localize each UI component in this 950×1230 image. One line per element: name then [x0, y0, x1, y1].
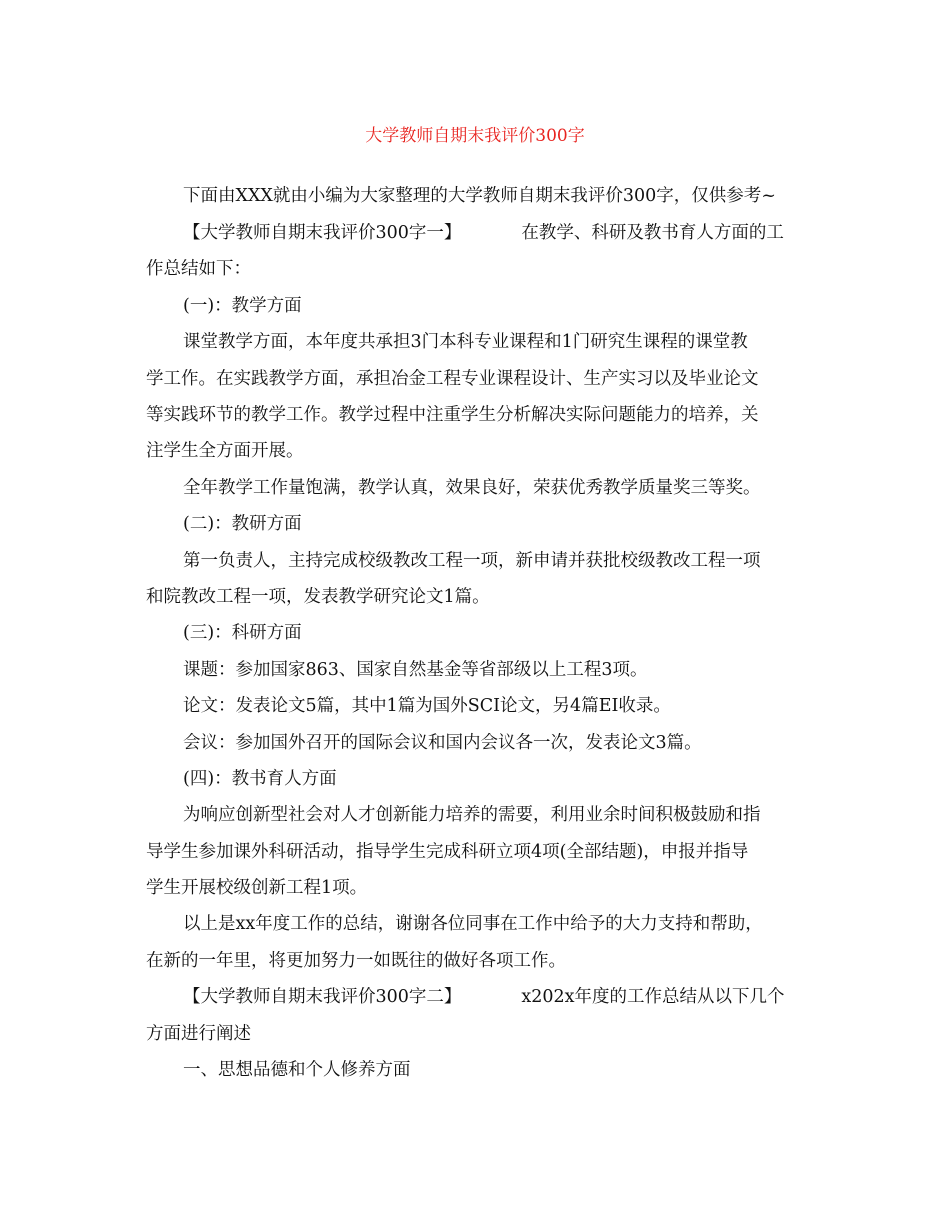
paragraph-line: 论文：发表论文5篇，其中1篇为国外SCI论文，另4篇EI收录。 — [183, 696, 671, 716]
section-heading: 【大学教师自期末我评价300字一】 — [183, 223, 462, 243]
paragraph-text: 在教学、科研及教书育人方面的工 — [521, 223, 784, 243]
paragraph-line: 下面由XXX就由小编为大家整理的大学教师自期末我评价300字，仅供参考~ — [183, 186, 776, 206]
paragraph-line: 课题：参加国家863、国家自然基金等省部级以上工程3项。 — [183, 660, 648, 680]
paragraph-line: 导学生参加课外科研活动，指导学生完成科研立项4项(全部结题)，申报并指导 — [146, 842, 749, 862]
paragraph-line: 以上是xx年度工作的总结，谢谢各位同事在工作中给予的大力支持和帮助， — [183, 914, 763, 934]
paragraph-line: 作总结如下： — [146, 259, 251, 279]
paragraph-line: 全年教学工作量饱满，教学认真，效果良好，荣获优秀教学质量奖三等奖。 — [183, 478, 761, 498]
section-heading-line — [183, 985, 785, 1009]
paragraph-line: 学工作。在实践教学方面，承担冶金工程专业课程设计、生产实习以及毕业论文 — [146, 369, 759, 389]
subheading-teaching: (一)：教学方面 — [183, 296, 302, 316]
paragraph-line: 会议：参加国外召开的国际会议和国内会议各一次，发表论文3篇。 — [183, 733, 702, 753]
paragraph-text: x202x年度的工作总结从以下几个 — [521, 987, 785, 1007]
subheading-teaching-research: (二)：教研方面 — [183, 514, 302, 534]
subheading-morality: 一、思想品德和个人修养方面 — [183, 1060, 411, 1080]
paragraph-line: 和院教改工程一项，发表教学研究论文1篇。 — [146, 587, 490, 607]
paragraph-line: 为响应创新型社会对人才创新能力培养的需要，利用业余时间积极鼓励和指 — [183, 805, 761, 825]
section-heading-line — [183, 221, 784, 245]
paragraph-line: 等实践环节的教学工作。教学过程中注重学生分析解决实际问题能力的培养，关 — [146, 405, 759, 425]
paragraph-line: 课堂教学方面，本年度共承担3门本科专业课程和1门研究生课程的课堂教 — [183, 332, 748, 352]
paragraph-line: 在新的一年里，将更加努力一如既往的做好各项工作。 — [146, 951, 566, 971]
paragraph-line: 注学生全方面开展。 — [146, 441, 304, 461]
document-title: 大学教师自期末我评价300字 — [365, 126, 585, 146]
section-heading: 【大学教师自期末我评价300字二】 — [183, 987, 462, 1007]
subheading-research: (三)：科研方面 — [183, 623, 302, 643]
paragraph-line: 第一负责人，主持完成校级教改工程一项，新申请并获批校级教改工程一项 — [183, 551, 761, 571]
paragraph-line: 学生开展校级创新工程1项。 — [146, 878, 368, 898]
subheading-education: (四)：教书育人方面 — [183, 769, 337, 789]
paragraph-line: 方面进行阐述 — [146, 1024, 251, 1044]
